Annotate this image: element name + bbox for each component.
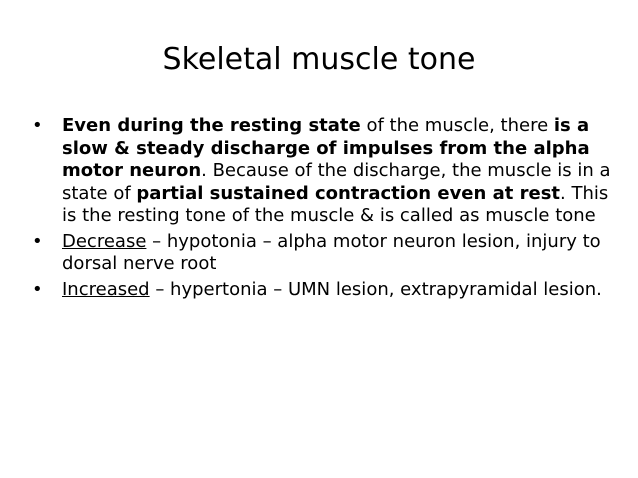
bullet-list bbox=[30, 115, 620, 304]
bullet-text: – hypertonia – UMN lesion, extrapyramidal lesion. bbox=[149, 278, 602, 300]
bullet-item-increased bbox=[30, 279, 620, 302]
slide-title: Skeletal muscle tone bbox=[162, 42, 476, 77]
bullet-item-decrease bbox=[30, 231, 620, 276]
term-decrease: Decrease bbox=[62, 230, 147, 252]
emphasis-partial-sustained-contraction: partial sustained contraction even at rest bbox=[136, 182, 561, 204]
bullet-item-muscle-tone-definition bbox=[30, 115, 620, 228]
bullet-text: – hypotonia – alpha motor neuron lesion, injury to dorsal nerve root bbox=[62, 230, 601, 274]
bullet-marker: • bbox=[32, 230, 43, 252]
term-increased: Increased bbox=[62, 278, 150, 300]
bullet-marker: • bbox=[32, 278, 43, 300]
bullet-text: . Because of the discharge, the muscle is in a state of bbox=[62, 160, 611, 204]
emphasis-resting-state: Even during the resting state bbox=[62, 115, 361, 136]
emphasis-slow-steady-discharge: is a slow & steady discharge of impulses from the alpha motor neuron bbox=[62, 115, 590, 181]
bullet-text: of the muscle, there bbox=[360, 115, 554, 136]
bullet-text: . This is the resting tone of the muscle & is called as muscle tone bbox=[62, 182, 609, 226]
bullet-marker: • bbox=[32, 115, 43, 136]
